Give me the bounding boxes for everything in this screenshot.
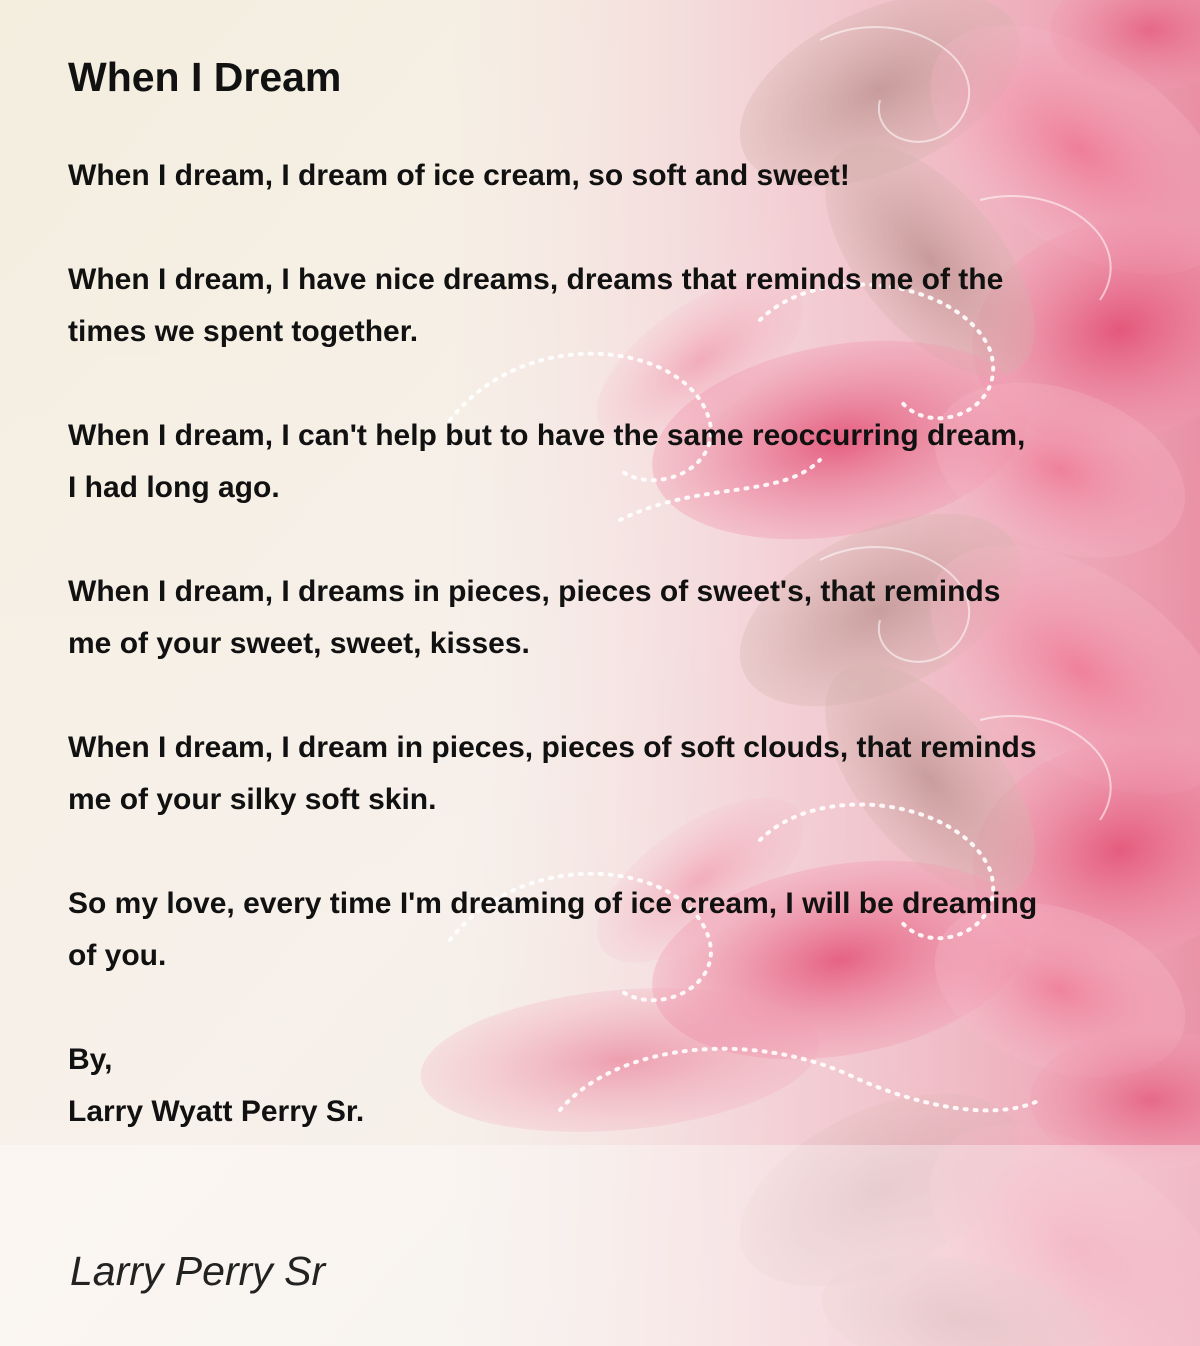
poem-line: When I dream, I dreams in pieces, pieces of sweet's, that reminds [68,575,1001,608]
poem-stanza [68,878,1148,982]
poem-line: times we spent together. [68,315,419,348]
poem-stanza [68,410,1148,514]
poem-line: When I dream, I dream in pieces, pieces of soft clouds, that reminds [68,731,1037,764]
poem-line: So my love, every time I'm dreaming of ice cream, I will be dreaming [68,887,1038,920]
poem-line: of you. [68,939,167,972]
poem-stanza [68,254,1148,358]
poem-line: Larry Wyatt Perry Sr. [68,1095,365,1128]
poem-line: I had long ago. [68,471,280,504]
poem-stanza [68,566,1148,670]
poem-stanza [68,722,1148,826]
poem-title: When I Dream [68,54,342,100]
poem-line: When I dream, I can't help but to have the same reoccurring dream, [68,419,1026,452]
poem-line: me of your sweet, sweet, kisses. [68,627,530,660]
poem-line: When I dream, I dream of ice cream, so soft and sweet! [68,159,850,192]
author-signature: Larry Perry Sr [70,1248,326,1294]
poem-stanza [68,150,1148,202]
poem-line: me of your silky soft skin. [68,783,437,816]
poem-line: By, [68,1043,113,1076]
poem-stanza [68,1034,1148,1138]
poem-line: When I dream, I have nice dreams, dreams that reminds me of the [68,263,1004,296]
poem-body [68,150,1148,1190]
